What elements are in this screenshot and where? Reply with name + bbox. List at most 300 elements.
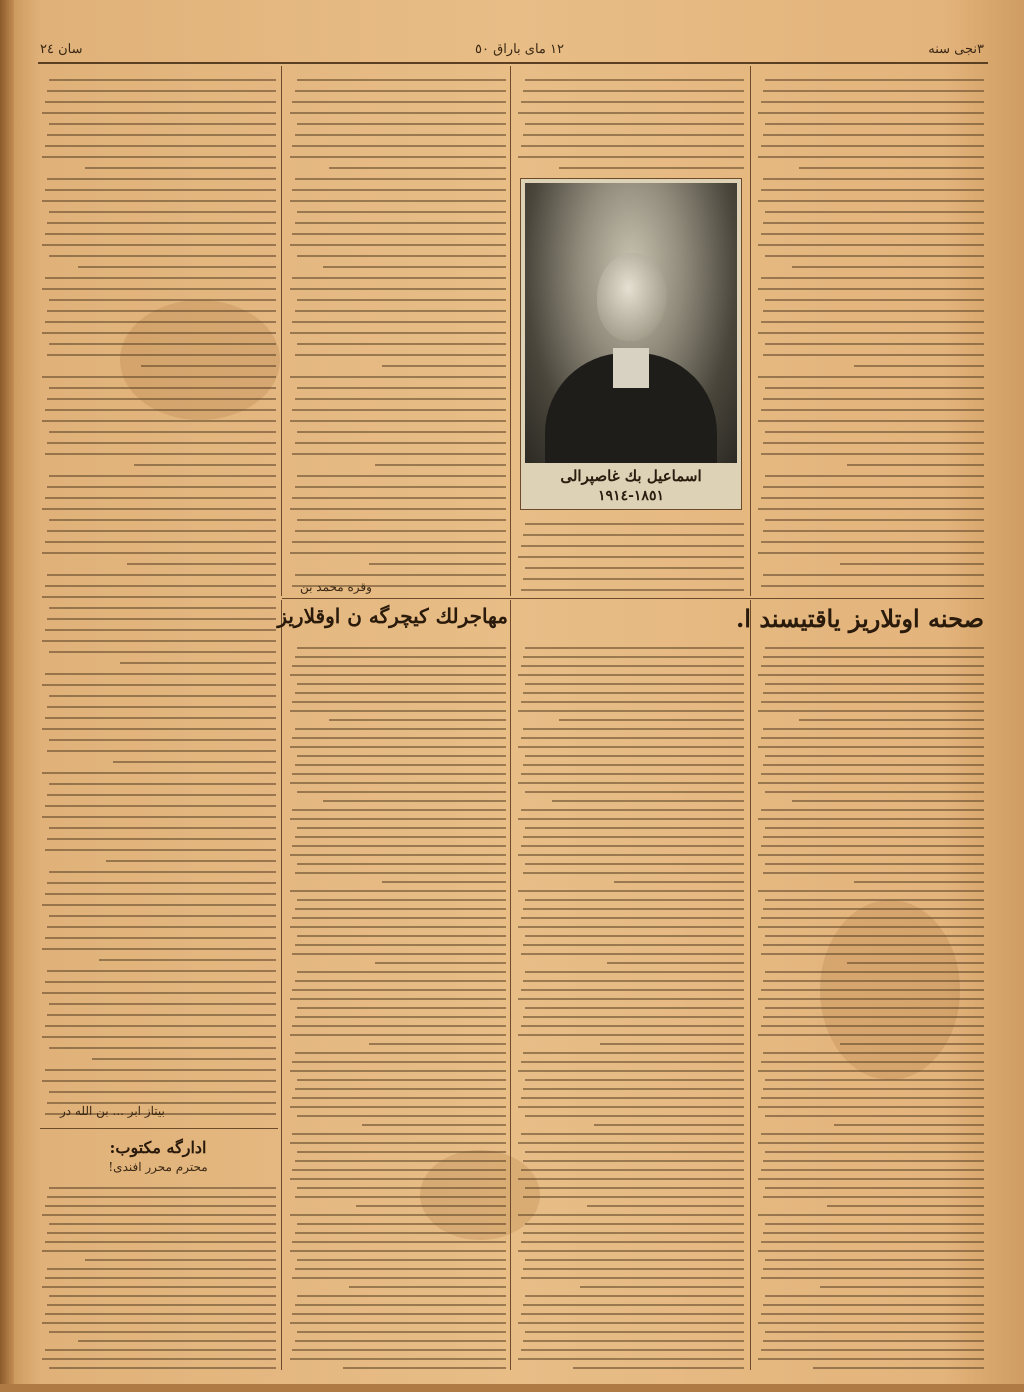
text-line <box>765 431 984 433</box>
text-line <box>761 1313 984 1315</box>
text-line <box>525 791 744 793</box>
text-line <box>525 1151 744 1153</box>
text-line <box>297 211 506 213</box>
text-line <box>518 1106 744 1108</box>
text-line <box>765 519 984 521</box>
text-line <box>297 683 506 685</box>
text-line <box>49 739 276 741</box>
headline-main-left: مهاجرلك كیچرگه ن اوقلاریز <box>277 604 508 628</box>
text-line <box>761 145 984 147</box>
text-line <box>85 1259 276 1261</box>
text-line <box>297 971 506 973</box>
text-line <box>42 332 276 334</box>
text-line <box>518 818 744 820</box>
text-line <box>518 890 744 892</box>
text-line <box>559 167 744 169</box>
text-line <box>290 420 506 422</box>
text-line <box>49 1003 276 1005</box>
text-line <box>761 989 984 991</box>
text-line <box>518 710 744 712</box>
text-line <box>765 1223 984 1225</box>
text-line <box>292 1061 506 1063</box>
text-line <box>295 836 506 838</box>
text-line <box>297 1223 506 1225</box>
text-line <box>525 1331 744 1333</box>
text-line <box>523 1088 744 1090</box>
text-line <box>523 1052 744 1054</box>
text-line <box>290 1214 506 1216</box>
column-rule <box>510 600 511 1370</box>
text-line <box>523 980 744 982</box>
text-line <box>763 764 984 766</box>
text-line <box>827 1205 984 1207</box>
text-line <box>761 233 984 235</box>
header-year: سان ٢٤ <box>40 42 83 57</box>
text-line <box>45 541 276 543</box>
text-line <box>292 1277 506 1279</box>
text-line <box>290 782 506 784</box>
text-line <box>290 1070 506 1072</box>
text-line <box>45 1025 276 1027</box>
text-line <box>758 1214 984 1216</box>
text-line <box>47 970 276 972</box>
text-line <box>369 1043 506 1045</box>
text-line <box>49 651 276 653</box>
text-line <box>523 90 744 92</box>
text-line <box>290 926 506 928</box>
text-line <box>49 1331 276 1333</box>
text-line <box>518 746 744 748</box>
text-line <box>49 475 276 477</box>
text-line <box>523 944 744 946</box>
text-line <box>295 1304 506 1306</box>
text-line <box>523 534 744 536</box>
text-line <box>45 277 276 279</box>
text-line <box>559 719 744 721</box>
text-line <box>45 1205 276 1207</box>
text-line <box>523 692 744 694</box>
text-line <box>42 244 276 246</box>
text-line <box>518 556 744 558</box>
text-line <box>765 1331 984 1333</box>
text-line <box>49 299 276 301</box>
text-line <box>120 662 276 664</box>
text-line <box>141 365 276 367</box>
text-line <box>525 1007 744 1009</box>
text-line <box>521 665 744 667</box>
headline-main-right: صحنه اوتلاریز یاقتیسند ا. <box>735 604 984 633</box>
text-line <box>820 1286 984 1288</box>
text-line <box>521 845 744 847</box>
text-line <box>295 310 506 312</box>
text-line <box>292 101 506 103</box>
text-line <box>763 354 984 356</box>
text-line <box>295 1052 506 1054</box>
section-rule <box>282 598 984 599</box>
text-line <box>292 1169 506 1171</box>
text-line <box>290 156 506 158</box>
text-line <box>765 791 984 793</box>
text-line <box>523 656 744 658</box>
text-line <box>765 387 984 389</box>
text-line <box>290 710 506 712</box>
text-line <box>292 233 506 235</box>
text-line <box>49 431 276 433</box>
text-line <box>297 475 506 477</box>
text-line <box>382 881 506 883</box>
text-line <box>42 992 276 994</box>
text-line <box>42 684 276 686</box>
text-line <box>758 288 984 290</box>
text-line <box>761 1277 984 1279</box>
text-line <box>290 200 506 202</box>
text-line <box>297 431 506 433</box>
text-line <box>761 453 984 455</box>
box-rule <box>40 1128 278 1129</box>
text-line <box>42 596 276 598</box>
text-line <box>47 750 276 752</box>
text-line <box>290 332 506 334</box>
text-line <box>765 255 984 257</box>
text-line <box>295 1196 506 1198</box>
text-line <box>292 1241 506 1243</box>
text-line <box>761 845 984 847</box>
text-line <box>292 917 506 919</box>
text-line <box>758 420 984 422</box>
text-line <box>525 1259 744 1261</box>
text-line <box>295 944 506 946</box>
text-line <box>761 1349 984 1351</box>
text-line <box>45 1313 276 1315</box>
text-line <box>42 1286 276 1288</box>
text-line <box>523 1340 744 1342</box>
text-line <box>761 1241 984 1243</box>
text-line <box>525 79 744 81</box>
text-line <box>521 1133 744 1135</box>
text-line <box>49 123 276 125</box>
text-line <box>763 398 984 400</box>
text-line <box>292 953 506 955</box>
text-line <box>49 211 276 213</box>
text-line <box>521 701 744 703</box>
text-line <box>758 552 984 554</box>
header-issue: ٣نجی سنه <box>928 42 984 57</box>
text-line <box>518 926 744 928</box>
text-line <box>375 962 506 964</box>
text-line <box>290 1358 506 1360</box>
text-line <box>521 809 744 811</box>
text-line <box>42 200 276 202</box>
letter-box-subtitle: محترم محرر افندی! <box>108 1160 208 1174</box>
text-line <box>113 761 276 763</box>
text-line <box>292 453 506 455</box>
text-line <box>765 79 984 81</box>
text-line <box>356 1205 506 1207</box>
text-line <box>297 343 506 345</box>
text-line <box>295 222 506 224</box>
text-line <box>758 782 984 784</box>
text-line <box>521 1313 744 1315</box>
text-line <box>45 233 276 235</box>
text-line <box>580 1286 744 1288</box>
text-column-2-bottom <box>288 640 506 1370</box>
text-line <box>295 442 506 444</box>
text-column-4-top <box>756 70 984 590</box>
text-line <box>518 1214 744 1216</box>
text-line <box>47 398 276 400</box>
text-line <box>763 1304 984 1306</box>
text-line <box>45 849 276 851</box>
column-rule <box>281 600 282 1370</box>
text-line <box>763 1196 984 1198</box>
text-line <box>292 1313 506 1315</box>
text-line <box>765 863 984 865</box>
text-line <box>49 783 276 785</box>
text-line <box>525 899 744 901</box>
text-line <box>42 1322 276 1324</box>
text-line <box>49 255 276 257</box>
text-line <box>295 90 506 92</box>
text-line <box>42 1358 276 1360</box>
text-line <box>763 1052 984 1054</box>
text-line <box>78 266 276 268</box>
text-line <box>799 719 984 721</box>
text-line <box>523 764 744 766</box>
text-line <box>763 908 984 910</box>
text-line <box>523 578 744 580</box>
text-line <box>42 420 276 422</box>
text-line <box>362 1124 506 1126</box>
text-column-letter <box>40 1180 276 1370</box>
text-line <box>765 1115 984 1117</box>
text-line <box>292 1025 506 1027</box>
text-line <box>525 647 744 649</box>
text-line <box>763 872 984 874</box>
text-line <box>518 1358 744 1360</box>
text-line <box>297 827 506 829</box>
text-line <box>518 1178 744 1180</box>
text-line <box>758 1178 984 1180</box>
text-line <box>290 1322 506 1324</box>
text-line <box>295 354 506 356</box>
text-line <box>518 1034 744 1036</box>
text-line <box>297 387 506 389</box>
text-line <box>292 1349 506 1351</box>
text-line <box>761 409 984 411</box>
text-line <box>295 980 506 982</box>
text-line <box>521 953 744 955</box>
text-line <box>295 1268 506 1270</box>
text-line <box>521 773 744 775</box>
text-line <box>761 701 984 703</box>
text-line <box>525 1223 744 1225</box>
text-line <box>518 1322 744 1324</box>
text-line <box>799 167 984 169</box>
text-line <box>765 123 984 125</box>
text-line <box>106 860 276 862</box>
text-line <box>521 1169 744 1171</box>
text-line <box>49 519 276 521</box>
text-line <box>127 563 276 565</box>
text-line <box>295 530 506 532</box>
text-line <box>290 1250 506 1252</box>
text-line <box>290 1178 506 1180</box>
text-line <box>763 90 984 92</box>
caption-years: ١٨٥١-١٩١٤ <box>598 488 664 504</box>
text-line <box>758 1142 984 1144</box>
text-line <box>290 818 506 820</box>
text-line <box>49 1367 276 1369</box>
text-line <box>523 1016 744 1018</box>
text-line <box>290 508 506 510</box>
text-line <box>45 585 276 587</box>
text-line <box>761 321 984 323</box>
text-line <box>47 486 276 488</box>
text-line <box>47 618 276 620</box>
text-line <box>573 1367 744 1369</box>
text-line <box>761 737 984 739</box>
text-line <box>834 1124 984 1126</box>
signature-top: وقره محمد بن <box>300 580 372 594</box>
text-line <box>297 1151 506 1153</box>
caption-name: اسماعیل بك غاصپرالی <box>560 467 702 485</box>
text-line <box>292 1097 506 1099</box>
text-line <box>525 123 744 125</box>
text-line <box>42 948 276 950</box>
text-line <box>614 881 744 883</box>
text-line <box>521 145 744 147</box>
text-line <box>297 791 506 793</box>
text-line <box>45 409 276 411</box>
text-line <box>758 156 984 158</box>
text-line <box>813 1367 984 1369</box>
text-line <box>765 647 984 649</box>
text-line <box>758 1322 984 1324</box>
text-line <box>761 585 984 587</box>
text-line <box>600 1043 744 1045</box>
text-line <box>49 1091 276 1093</box>
text-line <box>45 321 276 323</box>
text-line <box>523 908 744 910</box>
text-line <box>295 1016 506 1018</box>
text-line <box>763 178 984 180</box>
text-line <box>47 1196 276 1198</box>
text-line <box>49 387 276 389</box>
text-line <box>295 1088 506 1090</box>
text-line <box>49 343 276 345</box>
text-line <box>47 222 276 224</box>
text-line <box>763 442 984 444</box>
text-line <box>761 1025 984 1027</box>
page-header <box>40 42 984 60</box>
page-edge-shadow <box>0 0 14 1392</box>
text-line <box>758 112 984 114</box>
text-line <box>49 1295 276 1297</box>
text-line <box>763 134 984 136</box>
text-line <box>297 1259 506 1261</box>
text-line <box>49 1187 276 1189</box>
text-line <box>521 1025 744 1027</box>
text-line <box>47 926 276 928</box>
text-line <box>42 508 276 510</box>
column-rule <box>750 600 751 1370</box>
text-line <box>42 640 276 642</box>
text-column-2-top <box>288 70 506 590</box>
text-line <box>765 1187 984 1189</box>
text-line <box>47 178 276 180</box>
text-line <box>297 79 506 81</box>
text-line <box>518 1250 744 1252</box>
text-line <box>45 1277 276 1279</box>
text-line <box>45 453 276 455</box>
signature-column-end: بیتاز ابر ... بن الله در <box>60 1104 165 1118</box>
text-line <box>758 710 984 712</box>
text-line <box>521 1241 744 1243</box>
text-line <box>297 1295 506 1297</box>
text-line <box>382 365 506 367</box>
text-line <box>42 288 276 290</box>
text-line <box>297 519 506 521</box>
text-line <box>49 1223 276 1225</box>
text-line <box>763 574 984 576</box>
text-line <box>523 1160 744 1162</box>
text-line <box>765 211 984 213</box>
text-line <box>295 1232 506 1234</box>
header-rule <box>38 62 988 64</box>
text-line <box>521 1349 744 1351</box>
text-line <box>763 1232 984 1234</box>
text-line <box>525 935 744 937</box>
text-line <box>854 365 984 367</box>
text-line <box>758 1070 984 1072</box>
text-line <box>42 1036 276 1038</box>
text-line <box>297 863 506 865</box>
text-line <box>292 845 506 847</box>
text-line <box>45 673 276 675</box>
text-line <box>42 904 276 906</box>
text-line <box>765 899 984 901</box>
text-line <box>758 890 984 892</box>
text-line <box>765 1007 984 1009</box>
text-line <box>292 321 506 323</box>
text-line <box>518 112 744 114</box>
text-line <box>45 1349 276 1351</box>
text-line <box>518 1142 744 1144</box>
text-line <box>854 881 984 883</box>
text-line <box>297 1187 506 1189</box>
text-line <box>45 101 276 103</box>
text-line <box>763 1340 984 1342</box>
text-line <box>521 1277 744 1279</box>
text-line <box>290 998 506 1000</box>
text-line <box>290 288 506 290</box>
text-line <box>523 836 744 838</box>
text-line <box>47 354 276 356</box>
text-line <box>518 674 744 676</box>
text-line <box>761 1061 984 1063</box>
text-line <box>42 1250 276 1252</box>
text-line <box>47 882 276 884</box>
text-line <box>525 827 744 829</box>
text-line <box>763 980 984 982</box>
text-line <box>295 178 506 180</box>
text-line <box>594 1124 744 1126</box>
text-line <box>763 656 984 658</box>
text-line <box>297 1007 506 1009</box>
text-line <box>47 1014 276 1016</box>
text-line <box>292 665 506 667</box>
text-line <box>758 674 984 676</box>
